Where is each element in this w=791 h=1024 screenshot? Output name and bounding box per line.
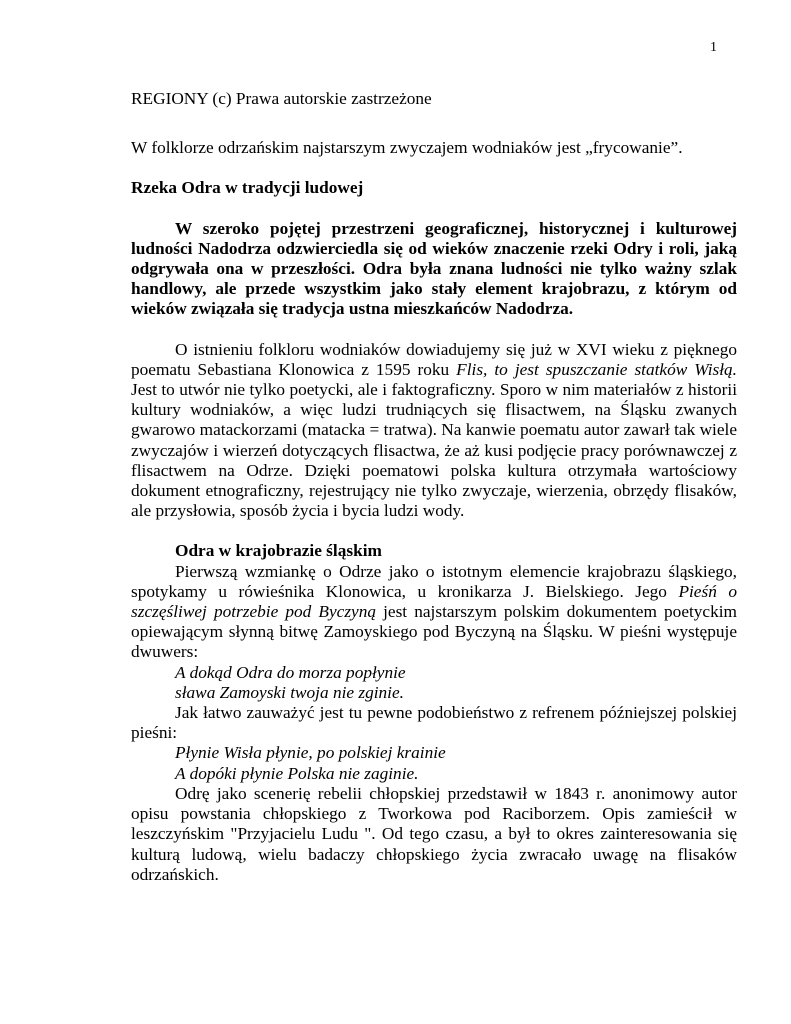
paragraph-rebellion: Odrę jako scenerię rebelii chłopskiej przedstawił w 1843 r. anonimowy autor opisu powstania chłopskiego z Tworkowa pod Raciborzem. Opis zamieścił w leszczyńskim "Przyjacielu Ludu ". Od tego czasu, a był to okres zainteresowania się kulturą ludową, wielu badaczy chłopskiego życia zwracało uwagę na flisaków odrzańskich. xyxy=(131,783,737,884)
section-heading-silesian-landscape: Odra w krajobrazie śląskim xyxy=(175,541,382,561)
verse-line: A dokąd Odra do morza popłynie xyxy=(175,662,406,682)
page-number: 1 xyxy=(710,40,717,55)
verse-line: A dopóki płynie Polska nie zaginie. xyxy=(175,763,419,783)
work-title-piesn: Pieśń o szczęśliwej potrzebie pod Byczyną xyxy=(131,581,737,622)
verse-line: Płynie Wisła płynie, po polskiej krainie xyxy=(175,743,446,763)
paragraph-text: Jest to utwór nie tylko poetycki, ale i faktograficzny. Sporo w nim materiałów z historii kultury wodniaków, a więc ludzi trudniących się flisactwem, na Śląsku zwanych gwarowo matackorzami (matacka = tratwa). Na kanwie poematu autor zawarł tak wiele zwyczajów i wierzeń dotyczących flisactwa, że aż kusi podjęcie pracy porównawczej z flisactwem na Odrze. Dzięki poematowi polska kultura otrzymała wartościowy dokument etnograficzny, rejestrujący nie tylko zwyczaje, wierzenia, obrzędy flisaków, ale przysłowia, sposób życia i bycia ludzi wody. xyxy=(131,380,737,521)
paragraph-bielski xyxy=(131,562,737,663)
work-title-flis: Flis, to jest spuszczanie statków Wisłą. xyxy=(456,359,737,379)
paragraph-refrain: Jak łatwo zauważyć jest tu pewne podobieństwo z refrenem późniejszej polskiej pieśni: xyxy=(131,703,737,743)
document-header: REGIONY (c) Prawa autorskie zastrzeżone xyxy=(131,89,432,108)
paragraph-klonowic xyxy=(131,340,737,522)
document-body xyxy=(131,89,737,885)
lead-paragraph: W szeroko pojętej przestrzeni geograficznej, historycznej i kulturowej ludności Nadodrza odzwierciedla się od wieków znaczenie rzeki Odry i roli, jaką odgrywała ona w przeszłości. Odra była znana ludności nie tylko ważny szlak handlowy, ale przede wszystkim jako stały element krajobrazu, z którym od wieków związała się tradycja ustna mieszkańców Nadodrza. xyxy=(131,218,737,319)
paragraph-text: O istnieniu folkloru wodniaków dowiadujemy się już w XVI wieku z pięknego poematu Sebastiana Klonowica z 1595 roku xyxy=(131,339,737,379)
verse-line: sława Zamoyski twoja nie zginie. xyxy=(175,682,404,702)
paragraph-text: Pierwszą wzmiankę o Odrze jako o istotnym elemencie krajobrazu śląskiego, spotykamy u rówieśnika Klonowica, u kronikarza J. Bielskiego. Jego xyxy=(131,561,737,601)
section-heading-odra-tradition: Rzeka Odra w tradycji ludowej xyxy=(131,178,364,198)
intro-sentence: W folklorze odrzańskim najstarszym zwyczajem wodniaków jest „frycowanie”. xyxy=(131,138,683,158)
paragraph-text: jest najstarszym polskim dokumentem poetyckim opiewającym słynną bitwę Zamoyskiego pod Byczyną na Śląsku. W pieśni występuje dwuwers: xyxy=(131,602,737,662)
